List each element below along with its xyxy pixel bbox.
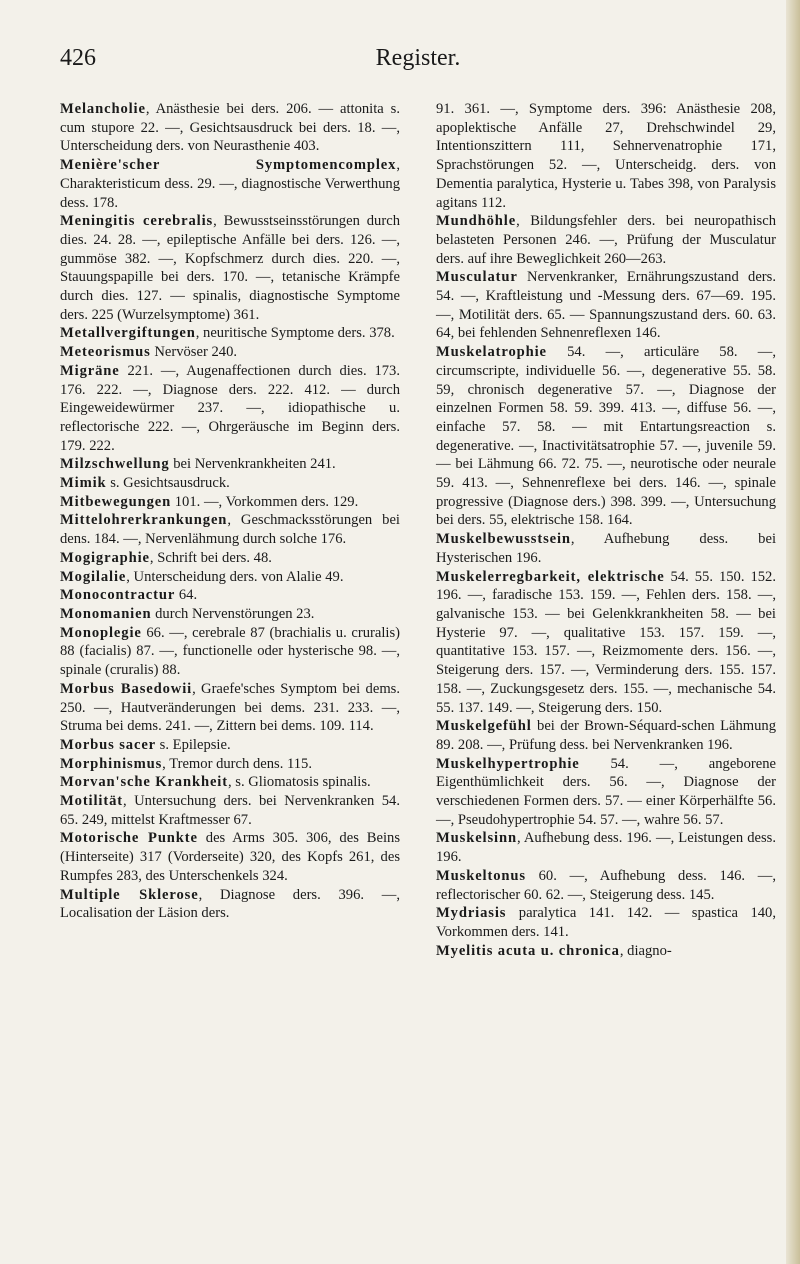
index-entry: [436, 568, 776, 718]
right-column: [436, 100, 776, 960]
entry-text: , Schrift bei ders. 48.: [149, 549, 272, 566]
index-entry: [60, 624, 400, 680]
index-entry: [60, 474, 400, 493]
entry-text: , Untersuchung ders. bei Nervenkranken 54. 65. 249, mittelst Kraftmesser 67.: [60, 793, 400, 828]
index-columns: [60, 100, 776, 960]
entry-text: s. Gesichtsausdruck.: [106, 475, 230, 492]
entry-text: 64.: [175, 587, 198, 604]
index-entry: [60, 736, 400, 755]
entry-text: 221. —, Augenaffectionen durch dies. 173. 176. 222. —, Diagnose ders. 222. 412. — durch Eingeweidewürmer 237. —, idiopathische u. reflectorische 222. —, Ohrgeräusche im Beginn ders. 179. 222.: [60, 362, 400, 454]
index-entry: [60, 568, 400, 587]
entry-headword: Mittelohrerkrankungen: [60, 512, 228, 529]
index-entry: [436, 755, 776, 830]
entry-text: , Tremor durch dens. 115.: [162, 755, 313, 772]
entry-headword: Mogigraphie: [60, 549, 150, 566]
entry-text: bei der Brown-Séquard-schen Lähmung 89. 208. —, Prüfung dess. bei Nervenkranken 196.: [436, 718, 776, 753]
index-entry: [436, 212, 776, 268]
running-title: Register.: [375, 45, 461, 71]
entry-text: , Aufhebung dess. bei Hysterischen 196.: [436, 531, 776, 566]
entry-headword: Mydriasis: [436, 905, 507, 922]
entry-headword: Meteorismus: [60, 344, 151, 361]
index-entry: [60, 100, 400, 156]
index-entry: [436, 343, 776, 530]
index-entry: [436, 904, 776, 941]
index-entry: [60, 605, 400, 624]
entry-headword: Menière'scher Symptomencomplex: [60, 157, 397, 174]
entry-text: Nervöser 240.: [150, 344, 238, 361]
page-edge: [786, 0, 800, 1264]
entry-text: , s. Gliomatosis spinalis.: [227, 774, 371, 791]
entry-headword: Monocontractur: [60, 587, 176, 604]
index-entry: [436, 717, 776, 754]
entry-text: 66. —, cerebrale 87 (brachialis u. cruralis) 88 (facialis) 87. —, functionelle oder hysterische 98. —, spinale (cruralis) 88.: [60, 624, 400, 679]
entry-text: 54. —, articuläre 58. —, circumscripte, individuelle 56. —, degenerative 55. 58. 59, chronisch degenerative 57. —, Diagnose der einzelnen Formen 58. 59. 399. 413. —, diffuse 56. —, einfache 57. 58. — mit Entartungsreaction s. degenerative. —, Inactivitätsatrophie 57. —, juvenile 59. — bei Lähmung 66. 72. 75. —, neurotische oder neurale 59. 413. —, Sehnenreflexe bei ders. 146. —, spinale progressive (Diagnose ders.) 398. 399. —, Untersuchung bei ders. 55, elektrische 158. 164.: [436, 344, 776, 529]
entry-text: , Geschmacksstörungen bei dens. 184. —, Nervenlähmung durch solche 176.: [60, 512, 400, 548]
entry-headword: Morvan'sche Krankheit: [60, 774, 228, 791]
entry-text: , diagno-: [619, 942, 672, 959]
entry-headword: Mimik: [60, 475, 107, 492]
entry-text: 54. —, angeborene Eigenthümlichkeit ders. 56. —, Diagnose der verschiedenen Formen ders. 57. — einer Körperhälfte 56. —, Pseudohypertrophie 54. 57. —, wahre 56. 57.: [436, 755, 776, 828]
index-entry: [60, 773, 400, 792]
entry-headword: Metallvergiftungen: [60, 325, 196, 342]
entry-headword: Mogilalie: [60, 568, 127, 585]
entry-text: paralytica 141. 142. — spastica 140, Vorkommen ders. 141.: [436, 905, 776, 940]
entry-headword: Morphinismus: [60, 755, 163, 772]
entry-headword: Motilität: [60, 793, 123, 810]
index-entry: [60, 755, 400, 774]
index-entry: [60, 343, 400, 362]
entry-headword: Muskelerregbarkeit, elektrische: [436, 568, 665, 585]
entry-text: , Bildungsfehler ders. bei neuropathisch belasteten Personen 246. —, Prüfung der Musculatur ders. auf ihre Beweglichkeit 260—263.: [436, 213, 776, 267]
entry-text: durch Nervenstörungen 23.: [151, 605, 315, 622]
index-entry: [60, 324, 400, 343]
entry-text: 54. 55. 150. 152. 196. —, faradische 153. 159. —, Fehlen ders. 158. —, galvanische 153. — bei Gelenkkrankheiten 58. — bei Hysterie 97. —, qualitative 153. 157. 159. —, quantitative 153. 157. —, Reizmomente ders. 156. —, Steigerung ders. 157. —, Verminderung ders. 155. 157. 158. —, Zuckungsgesetz ders. 155. —, mechanische 54. 55. 137. 149. —, Steigerung ders. 150.: [436, 568, 776, 716]
entry-text: s. Epilepsie.: [156, 736, 231, 753]
entry-headword: Muskeltonus: [436, 867, 526, 884]
index-entry: [60, 156, 400, 212]
entry-headword: Multiple Sklerose: [60, 886, 199, 903]
entry-text: Nervenkranker, Ernährungszustand ders. 54. —, Kraftleistung und -Messung ders. 67—69. 195. —, Motilität ders. 65. — Spannungszustand ders. 60. 63. 64, bei fehlenden Sehnenreflexen 146.: [436, 269, 776, 342]
entry-headword: Motorische Punkte: [60, 830, 198, 847]
index-entry: [60, 792, 400, 829]
entry-headword: Morbus sacer: [60, 736, 157, 753]
index-entry: [60, 212, 400, 324]
index-entry: [60, 829, 400, 885]
entry-headword: Monomanien: [60, 605, 152, 622]
page-header: [60, 44, 776, 82]
index-entry: [436, 829, 776, 866]
entry-headword: Muskelbewusstsein: [436, 531, 571, 548]
entry-text: , Graefe'sches Symptom bei dems. 250. —, Hautveränderungen bei dems. 231. 233. —, Struma bei dems. 241. —, Zittern bei dems. 109. 114.: [60, 680, 400, 735]
entry-headword: Muskelsinn: [436, 830, 517, 847]
entry-text: 91. 361. —, Symptome ders. 396: Anästhesie 208, apoplektische Anfälle 27, Drehschwindel 29, Intentionszittern 111, Sehnervenatrophie 171, Sprachstörungen 52. —, Unterscheidg. ders. von Dementia paralytica, Hysterie u. Tabes 398, von Paralysis agitans 112.: [436, 101, 776, 211]
entry-headword: Muskelatrophie: [436, 344, 547, 361]
index-entry: [436, 100, 776, 212]
index-entry: [436, 530, 776, 567]
index-entry: [60, 511, 400, 548]
index-entry: [60, 455, 400, 474]
entry-text: 101. —, Vorkommen ders. 129.: [171, 493, 359, 510]
index-entry: [436, 942, 776, 961]
index-entry: [60, 586, 400, 605]
entry-headword: Migräne: [60, 362, 120, 379]
entry-text: , Bewusstseinsstörungen durch dies. 24. 28. —, epileptische Anfälle bei ders. 126. —, gummöse 382. —, Kopfschmerz durch dies. 220. —, Stauungspapille bei ders. 170. —, tetanische Krämpfe durch dies. 127. — spinalis, diagnostische Symptome ders. 225 (Wurzelsymptome) 361.: [60, 213, 400, 323]
entry-headword: Mitbewegungen: [60, 493, 172, 510]
entry-headword: Musculatur: [436, 269, 518, 286]
index-entry: [60, 886, 400, 923]
entry-headword: Milzschwellung: [60, 456, 170, 473]
entry-headword: Myelitis acuta u. chronica: [436, 942, 620, 959]
entry-headword: Melancholie: [60, 101, 146, 117]
entry-text: , Aufhebung dess. 196. —, Leistungen dess. 196.: [436, 830, 776, 866]
entry-text: , Anästhesie bei ders. 206. — attonita s. cum stupore 22. —, Gesichtsausdruck bei ders. 18. —, Unterscheidung ders. von Neurasthenie 403.: [60, 101, 400, 155]
left-column: [60, 100, 400, 960]
entry-text: des Arms 305. 306, des Beins (Hinterseite) 317 (Vorderseite) 320, des Kopfs 261, des Rumpfes 283, des Unterschenkels 324.: [60, 830, 400, 884]
entry-headword: Meningitis cerebralis: [60, 213, 214, 230]
index-entry: [60, 549, 400, 568]
entry-text: , Diagnose ders. 396. —, Localisation der Läsion ders.: [60, 886, 400, 922]
page-number: 426: [60, 45, 96, 71]
entry-text: , neuritische Symptome ders. 378.: [195, 325, 395, 342]
entry-headword: Morbus Basedowii: [60, 680, 193, 697]
entry-headword: Mundhöhle: [436, 213, 517, 230]
entry-headword: Muskelhypertrophie: [436, 755, 580, 772]
entry-headword: Muskelgefühl: [436, 718, 532, 735]
index-entry: [436, 268, 776, 343]
entry-headword: Monoplegie: [60, 624, 142, 641]
index-entry: [60, 362, 400, 456]
index-entry: [60, 680, 400, 736]
index-entry: [60, 493, 400, 512]
entry-text: 60. —, Aufhebung dess. 146. —, reflectorischer 60. 62. —, Steigerung dess. 145.: [436, 867, 776, 903]
entry-text: , Unterscheidung ders. von Alalie 49.: [126, 568, 344, 585]
index-entry: [436, 867, 776, 904]
entry-text: bei Nervenkrankheiten 241.: [169, 456, 336, 473]
entry-text: , Charakteristicum dess. 29. —, diagnostische Verwerthung dess. 178.: [60, 157, 400, 211]
